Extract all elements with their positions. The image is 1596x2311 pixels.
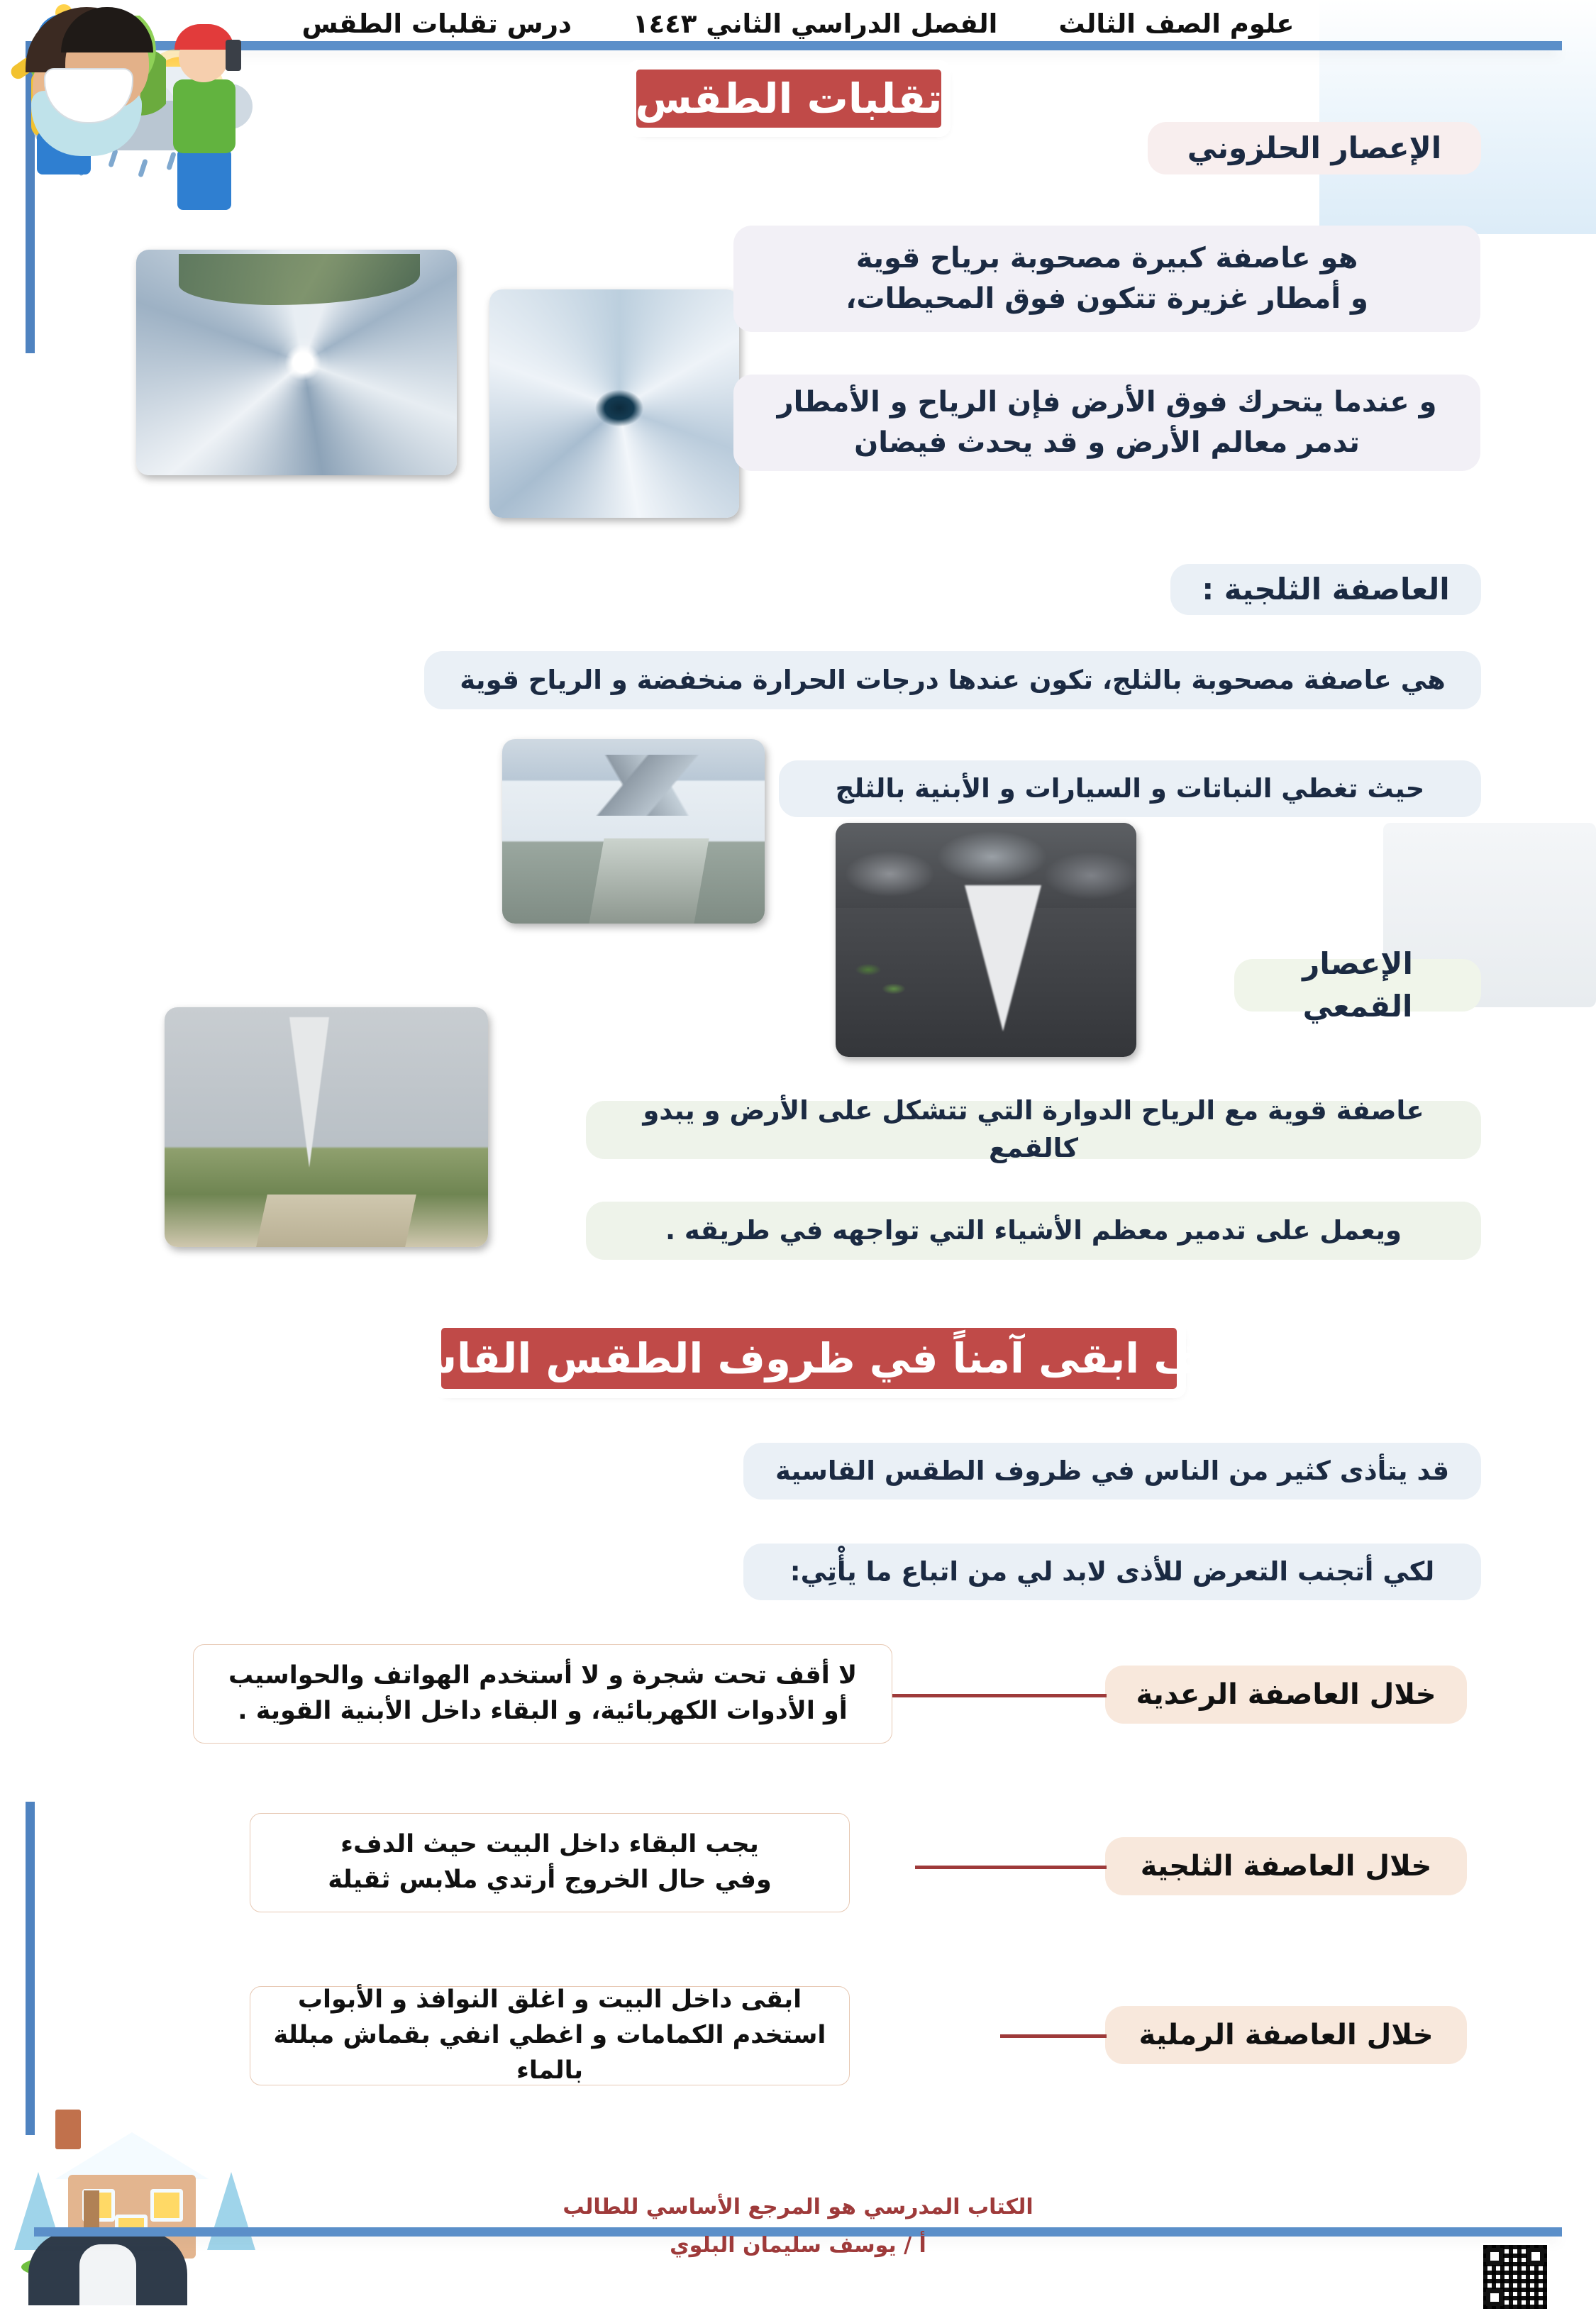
safety-intro-2: لكي أتجنب التعرض للأذى لابد لي من اتباع ما يأْتِي: <box>743 1544 1481 1600</box>
safety-advice-snowstorm <box>250 1813 850 1912</box>
sand-advice-line1: ابقى داخل البيت و اغلق النوافذ و الأبواب <box>297 1985 802 2014</box>
snowstorm-description-1: هي عاصفة مصحوبة بالثلج، تكون عندها درجات الحرارة منخفضة و الرياح قوية <box>424 651 1481 709</box>
tornado-storm-illustration <box>836 823 1136 1057</box>
connector-line-snowstorm <box>915 1866 1107 1869</box>
hurricane-satellite-photo <box>136 250 457 475</box>
safety-section-title: كيف ابقى آمناً في ظروف الطقس القاسية <box>441 1328 1177 1389</box>
hurricane-desc-line2: و أمطار غزيرة تتكون فوق المحيطات، <box>846 282 1368 315</box>
snowstorm-description-2: حيث تغطي النباتات و السيارات و الأبنية بالثلج <box>779 760 1481 817</box>
footer-author: أ / يوسف سليمان البلوي <box>670 2233 926 2258</box>
hurricane-desc-line4: تدمر معالم الأرض و قد يحدث فيضان <box>854 426 1360 459</box>
safety-intro-1: قد يتأذى كثير من الناس في ظروف الطقس القاسية <box>743 1443 1481 1500</box>
section-label-tornado: الإعصار القمعي <box>1234 959 1481 1012</box>
section-label-hurricane: الإعصار الحلزوني <box>1148 122 1481 174</box>
sand-advice-line2: استخدم الكمامات و اغطي انفي بقماش مبللة بالماء <box>273 2021 826 2085</box>
left-accent-bar-bottom <box>26 1802 35 2135</box>
hurricane-desc-line3: و عندما يتحرك فوق الأرض فإن الرياح و الأمطار <box>777 386 1437 419</box>
header-lesson: درس تقلبات الطقس <box>301 8 572 39</box>
tornado-description-2: ويعمل على تدمير معظم الأشياء التي تواجهه في طريقه . <box>586 1202 1481 1260</box>
header-divider <box>34 41 1562 50</box>
tornado-description-1: عاصفة قوية مع الرياح الدوارة التي تتشكل على الأرض و يبدو كالقمع <box>586 1101 1481 1159</box>
child-in-winter-clothes-illustration <box>1461 468 1596 645</box>
snow-advice-line1: يجب البقاء داخل البيت حيث الدفء <box>340 1830 759 1859</box>
snow-advice-line2: وفي حال الخروج أرتدي ملابس ثقيلة <box>328 1866 772 1894</box>
safety-row-label-thunderstorm: خلال العاصفة الرعدية <box>1105 1666 1467 1724</box>
tornado-field-photo <box>165 1007 488 1247</box>
safety-row-label-sandstorm: خلال العاصفة الرملية <box>1105 2006 1467 2064</box>
safety-advice-sandstorm <box>250 1986 850 2085</box>
hurricane-eye-photo <box>489 289 739 518</box>
footer-note: الكتاب المدرسي هو المرجع الأساسي للطالب <box>563 2195 1033 2219</box>
qr-code-icon[interactable] <box>1481 2243 1549 2311</box>
safety-advice-thunderstorm <box>193 1644 892 1744</box>
page-header <box>0 4 1596 43</box>
thunder-advice-line2: أو الأدوات الكهربائية، و البقاء داخل الأبنية القوية . <box>238 1697 848 1725</box>
hurricane-description-2 <box>733 375 1480 471</box>
connector-line-thunderstorm <box>892 1694 1107 1697</box>
safety-row-label-snowstorm: خلال العاصفة الثلجية <box>1105 1837 1467 1895</box>
connector-line-sandstorm <box>1000 2034 1107 2038</box>
snowy-mountain-road-photo <box>502 739 765 924</box>
hurricane-description-1 <box>733 226 1480 332</box>
header-term: الفصل الدراسي الثاني ١٤٤٣ <box>632 8 998 39</box>
section-label-snowstorm: العاصفة الثلجية : <box>1170 564 1481 615</box>
thunder-advice-line1: لا أقف تحت شجرة و لا أستخدم الهواتف والحواسيب <box>228 1661 858 1690</box>
page-title: تقلبات الطقس <box>636 70 941 128</box>
header-subject: علوم الصف الثالث <box>1058 8 1295 39</box>
hurricane-desc-line1: هو عاصفة كبيرة مصحوبة برياح قوية <box>855 242 1358 275</box>
